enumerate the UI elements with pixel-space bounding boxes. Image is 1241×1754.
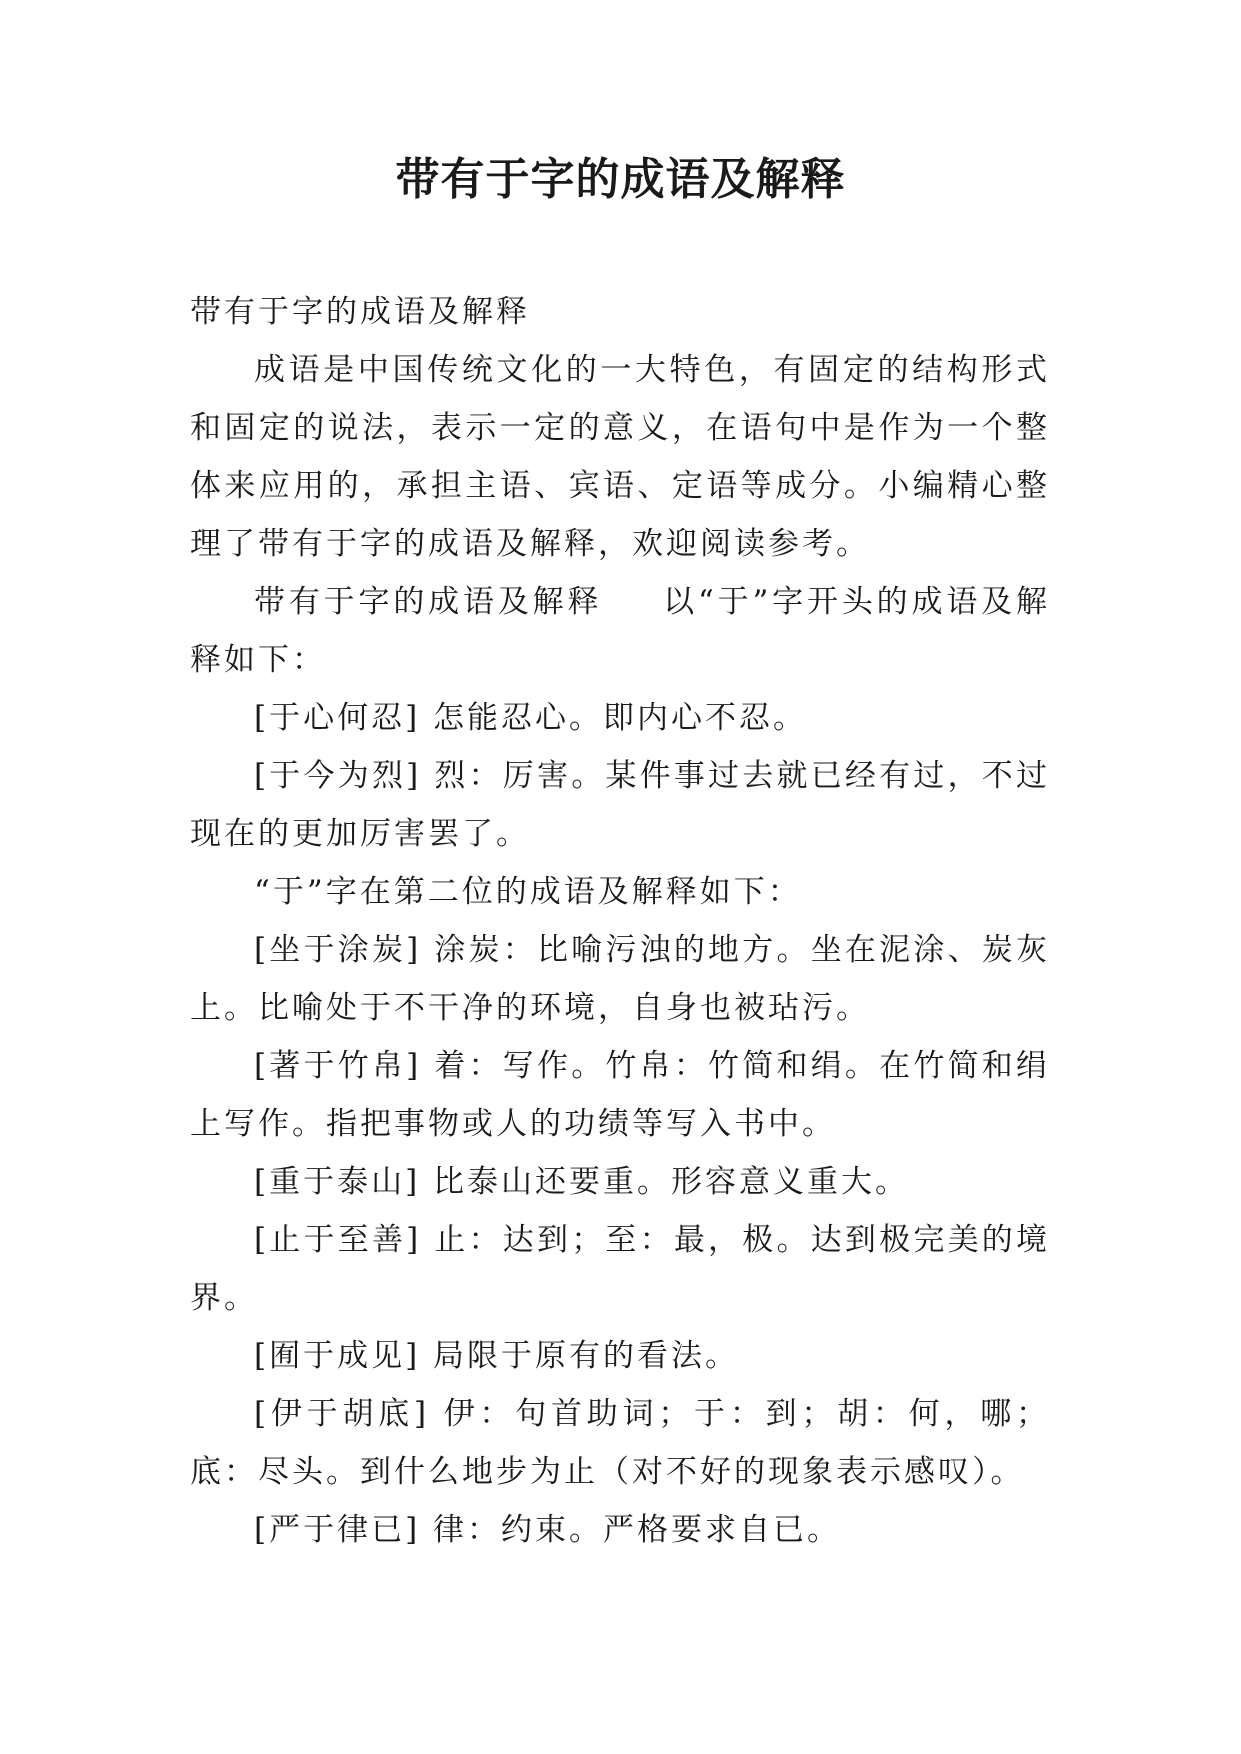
intro-paragraph: 成语是中国传统文化的一大特色，有固定的结构形式和固定的说法，表示一定的意义，在语句中是作为一个整体来应用的，承担主语、宾语、定语等成分。小编精心整理了带有于字的成语及解释，欢迎阅读参考。 <box>190 352 1050 562</box>
idiom-entry: [止于至善] 止：达到；至：最，极。达到极完美的境界。 <box>190 1222 1050 1316</box>
section1-tail: 以“于”字开头的成语及解释如下： <box>190 584 1051 678</box>
document-body <box>190 283 1050 1559</box>
section1-lead: 带有于字的成语及解释 <box>254 584 603 620</box>
idiom-entry: [于心何忍] 怎能忍心。即内心不忍。 <box>254 700 808 736</box>
idiom-entry: [重于泰山] 比泰山还要重。形容意义重大。 <box>254 1164 910 1200</box>
idiom-entry: [于今为烈] 烈：厉害。某件事过去就已经有过，不过现在的更加厉害罢了。 <box>190 758 1050 852</box>
section1-heading <box>190 573 1050 689</box>
document-title: 带有于字的成语及解释 <box>395 154 846 205</box>
idiom-entry: [严于律已] 律：约束。严格要求自已。 <box>254 1512 842 1548</box>
document-subtitle: 带有于字的成语及解释 <box>190 294 530 330</box>
idiom-entry: [坐于涂炭] 涂炭：比喻污浊的地方。坐在泥涂、炭灰上。比喻处于不干净的环境，自身也被玷污。 <box>190 932 1050 1026</box>
section2-heading: “于”字在第二位的成语及解释如下： <box>254 874 802 910</box>
idiom-entry: [著于竹帛] 着：写作。竹帛：竹简和绢。在竹简和绢上写作。指把事物或人的功绩等写入书中。 <box>190 1048 1050 1142</box>
idiom-entry: [伊于胡底] 伊：句首助词；于：到；胡：何，哪；底：尽头。到什么地步为止（对不好的现象表示感叹）。 <box>190 1396 1050 1490</box>
idiom-entry: [囿于成见] 局限于原有的看法。 <box>254 1338 740 1374</box>
